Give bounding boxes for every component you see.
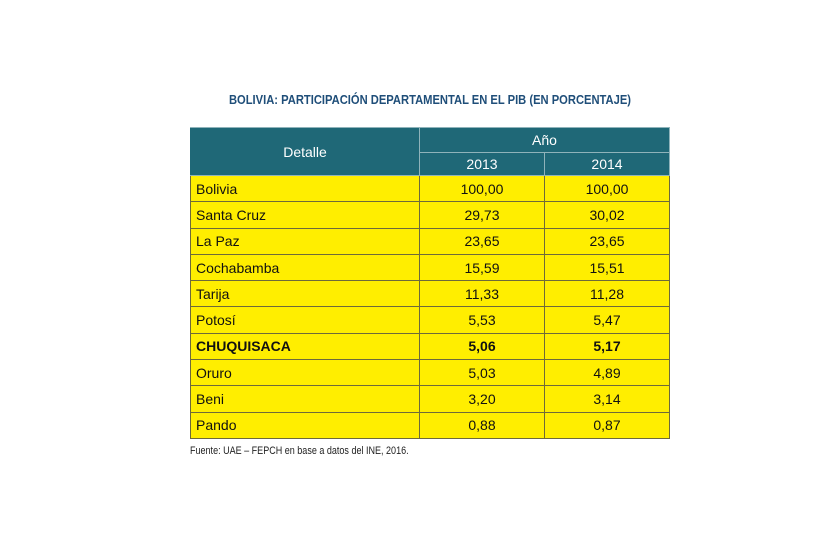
value-2014: 15,51 [545,254,670,280]
header-year-2013: 2013 [420,153,545,176]
header-detail: Detalle [191,128,420,176]
value-2013: 23,65 [420,228,545,254]
table-row [191,281,670,307]
value-2014: 3,14 [545,386,670,412]
value-2014: 5,47 [545,307,670,333]
value-2013: 0,88 [420,412,545,438]
value-2014: 23,65 [545,228,670,254]
value-2014: 100,00 [545,176,670,202]
table-row [191,202,670,228]
table-row [191,228,670,254]
row-name: Cochabamba [191,254,420,280]
value-2013: 100,00 [420,176,545,202]
source-note: Fuente: UAE – FEPCH en base a datos del INE, 2016. [190,445,409,457]
table-row [191,254,670,280]
table-row [191,307,670,333]
header-year-group: Año [420,128,670,153]
value-2014: 4,89 [545,360,670,386]
table-row [191,412,670,438]
value-2013: 15,59 [420,254,545,280]
row-name: Tarija [191,281,420,307]
value-2013: 5,06 [420,333,545,359]
value-2014: 0,87 [545,412,670,438]
table-row [191,360,670,386]
row-name: Santa Cruz [191,202,420,228]
value-2014: 30,02 [545,202,670,228]
table-row-highlighted [191,333,670,359]
value-2013: 3,20 [420,386,545,412]
value-2013: 5,53 [420,307,545,333]
value-2014: 5,17 [545,333,670,359]
row-name: La Paz [191,228,420,254]
table-title: BOLIVIA: PARTICIPACIÓN DEPARTAMENTAL EN EL PIB (EN PORCENTAJE) [228,92,632,107]
value-2014: 11,28 [545,281,670,307]
value-2013: 11,33 [420,281,545,307]
gdp-share-table [190,127,670,439]
row-name: Bolivia [191,176,420,202]
header-year-2014: 2014 [545,153,670,176]
value-2013: 5,03 [420,360,545,386]
table-row [191,386,670,412]
row-name: Beni [191,386,420,412]
row-name: Oruro [191,360,420,386]
row-name: Potosí [191,307,420,333]
row-name: CHUQUISACA [191,333,420,359]
table-row [191,176,670,202]
row-name: Pando [191,412,420,438]
value-2013: 29,73 [420,202,545,228]
